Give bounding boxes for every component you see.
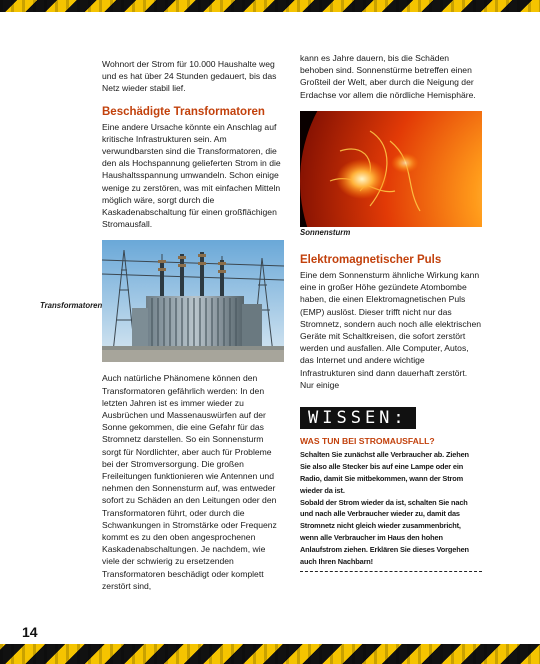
left-column xyxy=(102,58,284,592)
info-box-title: WAS TUN BEI STROMAUSFALL? xyxy=(300,436,435,447)
hazard-stripe-bottom xyxy=(0,644,540,664)
section-heading-emp: Elektromagnetischer Puls xyxy=(300,254,442,267)
transformers-paragraph: Eine andere Ursache könnte ein Anschlag auf kritische Infrastrukturen sein. Am verwundbarsten sind die Transformatoren, die den als Hochspannung gelieferten Strom in die Haushaltsspannung umwandeln. Schon einige wenige zu zerstören, was mit einfachen Mitteln möglich wäre, sorgt durch die Kaskadenabschaltung für einen großflächigen Stromausfall. xyxy=(102,121,281,230)
left-intro-text: Wohnort der Strom für 10.000 Haushalte weg und es hat über 24 Stunden gedauert, bis das Netz wieder stabil lief. xyxy=(102,59,277,94)
transformer-substation-photo xyxy=(102,240,284,362)
emp-paragraph: Eine dem Sonnensturm ähnliche Wirkung kann eine in großer Höhe gezündete Atombombe haben, die einen Elektromagnetischen Puls (EMP) auslöst. Dieser trifft nicht nur das Stromnetz, sondern auch noch alle elektrischen Geräte mit Schaltkreisen, die sofort zerstört werden und ausfallen. Alle Computer, Autos, das Internet und andere wichtige Infrastrukturen sind dann dauerhaft zerstört. Nur einige xyxy=(300,270,482,390)
right-column xyxy=(300,52,482,572)
transformer-caption: Transformatoren xyxy=(40,301,103,310)
sun-caption: Sonnensturm xyxy=(300,227,351,237)
page-number: 14 xyxy=(22,624,38,640)
right-intro-text: kann es Jahre dauern, bis die Schäden behoben sind. Sonnenstürme betreffen einen Großteil der Welt, aber durch die Neigung der Erdachse vor allem die nördliche Hemisphäre. xyxy=(300,53,476,100)
solar-storm-photo xyxy=(300,111,482,227)
info-box-divider xyxy=(300,571,482,572)
info-box-text-1: Schalten Sie zunächst alle Verbraucher ab. Ziehen Sie also alle Stecker bis auf eine Lampe oder ein Radio, damit Sie mitbekommen, wann der Strom wieder da ist. xyxy=(300,450,469,495)
section-heading-transformers: Beschädigte Transformatoren xyxy=(102,105,265,118)
solar-storm-paragraph: Auch natürliche Phänomene können den Transformatoren gefährlich werden: In den letzten Jahren ist es immer wieder zu Ausbrüchen und Massenauswürfen auf der Sonne gekommen, die eine Gefahr für das Stromnetz darstellen. So ein Sonnensturm sorgt für Nordlichter, aber auch für Probleme bei der Stromversorgung. Die großen Freileitungen funktionieren wie Antennen und nehmen den Sonnensturm auf, was entweder sofort zu Schäden an den Leitungen oder den Transformatoren führt, oder durch die Schwankungen in Stromstärke oder Frequenz kommt es zu den oben angesprochenen Kaskadenabschaltungen. Je nachdem, wie viele der schwierig zu ersetzenden Transformatoren beschädigt oder komplett zerstört sind, xyxy=(102,373,277,591)
info-box-text-2: Sobald der Strom wieder da ist, schalten Sie nach und nach alle Verbraucher wieder zu, damit das Stromnetz nicht gleich wieder zusammenbricht, wenn alle Verbraucher im Haus den hohen Anlaufstrom ziehen. Erklären Sie dieses Vorgehen auch Ihren Nachbarn! xyxy=(300,497,469,566)
hazard-stripe-top xyxy=(0,0,540,12)
wissen-label: WISSEN: xyxy=(300,407,416,429)
